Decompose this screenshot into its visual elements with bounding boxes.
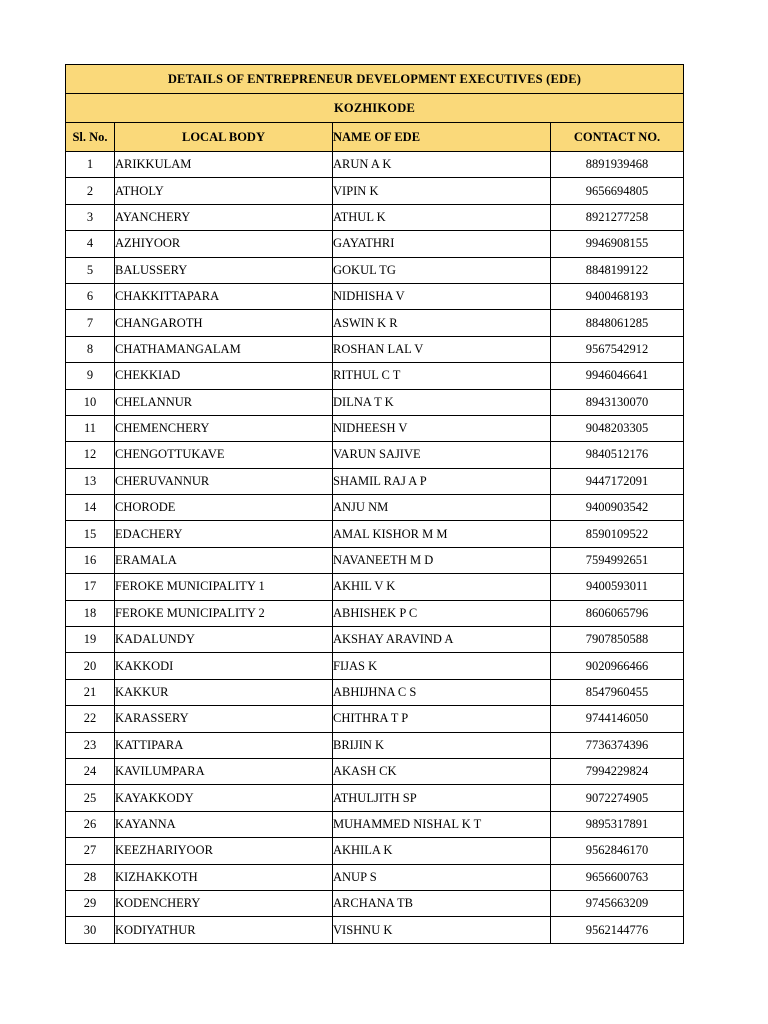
serial-number-cell: 22 (66, 706, 115, 732)
contact-number-cell: 9840512176 (551, 442, 684, 468)
local-body-cell: KAYAKKODY (115, 785, 333, 811)
serial-number-cell: 8 (66, 336, 115, 362)
table-row (66, 653, 684, 679)
serial-number-cell: 29 (66, 890, 115, 916)
contact-number-cell: 7907850588 (551, 627, 684, 653)
serial-number-cell: 12 (66, 442, 115, 468)
serial-number-cell: 4 (66, 231, 115, 257)
contact-number-cell: 9656694805 (551, 178, 684, 204)
table-row (66, 204, 684, 230)
serial-number-cell: 2 (66, 178, 115, 204)
local-body-cell: ARIKKULAM (115, 152, 333, 178)
local-body-cell: BALUSSERY (115, 257, 333, 283)
local-body-cell: EDACHERY (115, 521, 333, 547)
ede-name-cell: ANJU NM (333, 495, 551, 521)
serial-number-cell: 26 (66, 811, 115, 837)
table-row (66, 785, 684, 811)
serial-number-cell: 18 (66, 600, 115, 626)
contact-number-cell: 9946046641 (551, 363, 684, 389)
serial-number-cell: 21 (66, 679, 115, 705)
local-body-cell: CHELANNUR (115, 389, 333, 415)
contact-number-cell: 7736374396 (551, 732, 684, 758)
contact-number-cell: 9447172091 (551, 468, 684, 494)
contact-number-cell: 8590109522 (551, 521, 684, 547)
document-title: DETAILS OF ENTREPRENEUR DEVELOPMENT EXECUTIVES (EDE) (66, 65, 684, 94)
table-row (66, 758, 684, 784)
local-body-cell: AZHIYOOR (115, 231, 333, 257)
ede-name-cell: GOKUL TG (333, 257, 551, 283)
table-body (66, 152, 684, 944)
serial-number-cell: 24 (66, 758, 115, 784)
ede-name-cell: BRIJIN K (333, 732, 551, 758)
ede-name-cell: ASWIN K R (333, 310, 551, 336)
ede-name-cell: AMAL KISHOR M M (333, 521, 551, 547)
table-row (66, 864, 684, 890)
serial-number-cell: 7 (66, 310, 115, 336)
column-header-row (66, 123, 684, 152)
local-body-cell: AYANCHERY (115, 204, 333, 230)
contact-number-cell: 9400593011 (551, 574, 684, 600)
serial-number-cell: 13 (66, 468, 115, 494)
serial-number-cell: 28 (66, 864, 115, 890)
serial-number-cell: 15 (66, 521, 115, 547)
contact-number-cell: 9400468193 (551, 283, 684, 309)
table-row (66, 363, 684, 389)
local-body-cell: CHENGOTTUKAVE (115, 442, 333, 468)
contact-number-cell: 8891939468 (551, 152, 684, 178)
ede-name-cell: VARUN SAJIVE (333, 442, 551, 468)
contact-number-cell: 8848199122 (551, 257, 684, 283)
local-body-cell: CHEKKIAD (115, 363, 333, 389)
serial-number-cell: 25 (66, 785, 115, 811)
table-row (66, 732, 684, 758)
ede-name-cell: FIJAS K (333, 653, 551, 679)
contact-number-cell: 9020966466 (551, 653, 684, 679)
contact-number-cell: 9656600763 (551, 864, 684, 890)
contact-number-cell: 9946908155 (551, 231, 684, 257)
ede-name-cell: AKHILA K (333, 838, 551, 864)
ede-name-cell: ARCHANA TB (333, 890, 551, 916)
ede-name-cell: VIPIN K (333, 178, 551, 204)
local-body-cell: FEROKE MUNICIPALITY 1 (115, 574, 333, 600)
contact-number-cell: 9895317891 (551, 811, 684, 837)
local-body-cell: KATTIPARA (115, 732, 333, 758)
table-row (66, 706, 684, 732)
table-row (66, 152, 684, 178)
serial-number-cell: 27 (66, 838, 115, 864)
local-body-cell: KARASSERY (115, 706, 333, 732)
serial-number-cell: 17 (66, 574, 115, 600)
ede-name-cell: NAVANEETH M D (333, 547, 551, 573)
serial-number-cell: 1 (66, 152, 115, 178)
contact-number-cell: 9567542912 (551, 336, 684, 362)
ede-name-cell: ROSHAN LAL V (333, 336, 551, 362)
local-body-cell: KAKKODI (115, 653, 333, 679)
local-body-cell: CHANGAROTH (115, 310, 333, 336)
ede-name-cell: ARUN A K (333, 152, 551, 178)
serial-number-cell: 19 (66, 627, 115, 653)
contact-number-cell: 8547960455 (551, 679, 684, 705)
contact-number-cell: 9562144776 (551, 917, 684, 943)
table-row (66, 442, 684, 468)
table-row (66, 547, 684, 573)
district-name: KOZHIKODE (66, 94, 684, 123)
ede-name-cell: RITHUL C T (333, 363, 551, 389)
contact-number-cell: 9562846170 (551, 838, 684, 864)
column-header-name-of-ede: NAME OF EDE (333, 123, 551, 152)
ede-name-cell: DILNA T K (333, 389, 551, 415)
table-row (66, 231, 684, 257)
serial-number-cell: 20 (66, 653, 115, 679)
contact-number-cell: 9072274905 (551, 785, 684, 811)
table-row (66, 838, 684, 864)
ede-name-cell: GAYATHRI (333, 231, 551, 257)
local-body-cell: KADALUNDY (115, 627, 333, 653)
local-body-cell: KEEZHARIYOOR (115, 838, 333, 864)
table-row (66, 468, 684, 494)
serial-number-cell: 30 (66, 917, 115, 943)
ede-name-cell: ABHIJHNA C S (333, 679, 551, 705)
local-body-cell: CHERUVANNUR (115, 468, 333, 494)
contact-number-cell: 9745663209 (551, 890, 684, 916)
serial-number-cell: 14 (66, 495, 115, 521)
contact-number-cell: 9048203305 (551, 415, 684, 441)
table-row (66, 679, 684, 705)
local-body-cell: CHORODE (115, 495, 333, 521)
local-body-cell: KAVILUMPARA (115, 758, 333, 784)
table-row (66, 310, 684, 336)
contact-number-cell: 7594992651 (551, 547, 684, 573)
local-body-cell: KIZHAKKOTH (115, 864, 333, 890)
table-row (66, 283, 684, 309)
table-row (66, 336, 684, 362)
ede-name-cell: AKHIL V K (333, 574, 551, 600)
serial-number-cell: 10 (66, 389, 115, 415)
column-header-contact-no: CONTACT NO. (551, 123, 684, 152)
local-body-cell: CHAKKITTAPARA (115, 283, 333, 309)
column-header-sl-no: Sl. No. (66, 123, 115, 152)
contact-number-cell: 9744146050 (551, 706, 684, 732)
table-row (66, 600, 684, 626)
ede-name-cell: CHITHRA T P (333, 706, 551, 732)
local-body-cell: KODENCHERY (115, 890, 333, 916)
ede-name-cell: NIDHISHA V (333, 283, 551, 309)
local-body-cell: ATHOLY (115, 178, 333, 204)
local-body-cell: KAKKUR (115, 679, 333, 705)
table-row (66, 257, 684, 283)
local-body-cell: KAYANNA (115, 811, 333, 837)
table-row (66, 574, 684, 600)
contact-number-cell: 7994229824 (551, 758, 684, 784)
ede-name-cell: MUHAMMED NISHAL K T (333, 811, 551, 837)
ede-name-cell: AKSHAY ARAVIND A (333, 627, 551, 653)
contact-number-cell: 8943130070 (551, 389, 684, 415)
ede-name-cell: SHAMIL RAJ A P (333, 468, 551, 494)
serial-number-cell: 23 (66, 732, 115, 758)
table-row (66, 811, 684, 837)
table-row (66, 627, 684, 653)
serial-number-cell: 6 (66, 283, 115, 309)
ede-name-cell: VISHNU K (333, 917, 551, 943)
contact-number-cell: 8606065796 (551, 600, 684, 626)
contact-number-cell: 8848061285 (551, 310, 684, 336)
ede-table (65, 64, 684, 944)
ede-name-cell: AKASH CK (333, 758, 551, 784)
ede-name-cell: ATHULJITH SP (333, 785, 551, 811)
local-body-cell: CHATHAMANGALAM (115, 336, 333, 362)
ede-name-cell: ATHUL K (333, 204, 551, 230)
table-row (66, 389, 684, 415)
serial-number-cell: 16 (66, 547, 115, 573)
ede-name-cell: ABHISHEK P C (333, 600, 551, 626)
local-body-cell: FEROKE MUNICIPALITY 2 (115, 600, 333, 626)
serial-number-cell: 9 (66, 363, 115, 389)
serial-number-cell: 3 (66, 204, 115, 230)
table-row (66, 415, 684, 441)
ede-name-cell: NIDHEESH V (333, 415, 551, 441)
table-row (66, 521, 684, 547)
table-row (66, 917, 684, 943)
local-body-cell: KODIYATHUR (115, 917, 333, 943)
table-row (66, 890, 684, 916)
ede-name-cell: ANUP S (333, 864, 551, 890)
local-body-cell: ERAMALA (115, 547, 333, 573)
district-row (66, 94, 684, 123)
column-header-local-body: LOCAL BODY (115, 123, 333, 152)
serial-number-cell: 11 (66, 415, 115, 441)
title-row (66, 65, 684, 94)
local-body-cell: CHEMENCHERY (115, 415, 333, 441)
contact-number-cell: 8921277258 (551, 204, 684, 230)
serial-number-cell: 5 (66, 257, 115, 283)
contact-number-cell: 9400903542 (551, 495, 684, 521)
table-row (66, 495, 684, 521)
table-row (66, 178, 684, 204)
